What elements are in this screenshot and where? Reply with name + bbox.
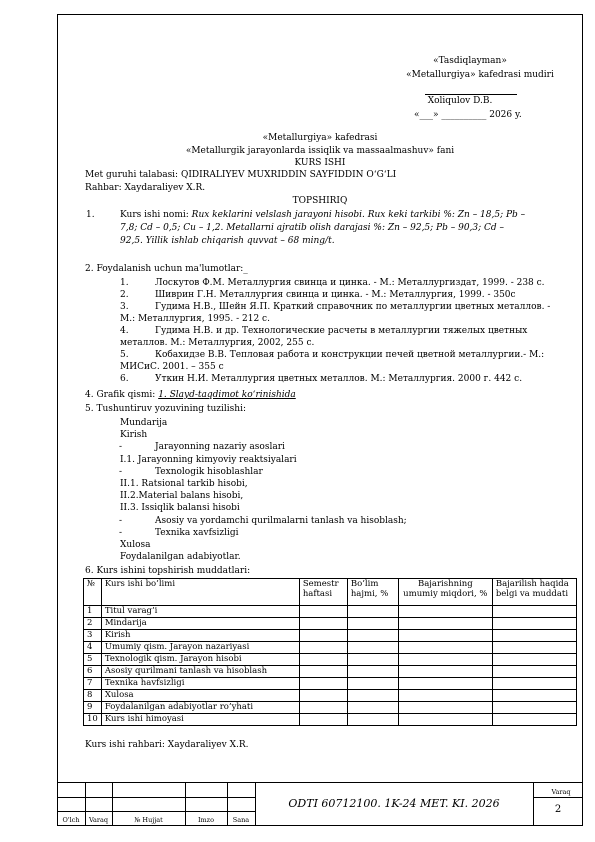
reference-text: Кобахидзе В.В. Тепловая работа и конструкции печей цветной металлургии.- М.: bbox=[155, 350, 545, 360]
task4-prefix: 4. Grafik qismi: bbox=[85, 390, 159, 400]
row-number: 9 bbox=[84, 702, 102, 714]
row-empty-cell bbox=[347, 654, 398, 666]
row-section: Umumiy qism. Jarayon nazariyasi bbox=[101, 642, 299, 654]
sheet-number: 2 bbox=[554, 804, 562, 815]
structure-item: II.2.Material balans hisobi, bbox=[120, 491, 244, 502]
task1-prefix: Kurs ishi nomi: bbox=[120, 210, 192, 220]
structure-item: Foydalanilgan adabiyotlar. bbox=[120, 552, 241, 563]
row-empty-cell bbox=[299, 606, 347, 618]
task1-text1: Rux keklarini velslash jarayoni hisobi. Rux keki tarkibi %: Zn – 18,5; Pb – bbox=[191, 210, 526, 220]
row-section: Foydalanilgan adabiyotlar ro’yhati bbox=[101, 702, 299, 714]
row-empty-cell bbox=[347, 714, 398, 726]
department: «Metallurgiya» kafedrasi bbox=[262, 133, 378, 143]
row-empty-cell bbox=[347, 606, 398, 618]
row-number: 8 bbox=[84, 690, 102, 702]
row-section: Asosiy qurilmani tanlash va hisoblash bbox=[101, 666, 299, 678]
structure-bullet: - bbox=[119, 442, 123, 453]
row-empty-cell bbox=[398, 690, 492, 702]
structure-item: Mundarija bbox=[120, 418, 168, 428]
table-row bbox=[84, 654, 577, 666]
title-block bbox=[57, 782, 583, 826]
col-hujjat: № Hujjat bbox=[134, 816, 163, 824]
approval-name: Xoliqulov D.B. bbox=[427, 96, 493, 106]
row-empty-cell bbox=[347, 642, 398, 654]
table-row bbox=[84, 606, 577, 618]
document-code: ODTI 60712100. 1K-24 MET. KI. 2026 bbox=[288, 797, 500, 810]
reference-number: 4. bbox=[120, 326, 129, 336]
row-empty-cell bbox=[492, 690, 576, 702]
task1-num: 1. bbox=[86, 210, 95, 220]
task6-title: 6. Kurs ishini topshirish muddatlari: bbox=[85, 566, 251, 576]
structure-bullet: - bbox=[119, 515, 123, 526]
reference-number: 1. bbox=[120, 278, 129, 288]
row-empty-cell bbox=[347, 678, 398, 690]
structure-item: II.1. Ratsional tarkib hisobi, bbox=[120, 479, 248, 489]
task1-line1 bbox=[120, 210, 525, 221]
row-empty-cell bbox=[492, 642, 576, 654]
row-empty-cell bbox=[299, 618, 347, 630]
row-number: 3 bbox=[84, 630, 102, 642]
table-row bbox=[84, 678, 577, 690]
row-empty-cell bbox=[398, 642, 492, 654]
row-empty-cell bbox=[398, 702, 492, 714]
structure-bullet: - bbox=[119, 527, 123, 538]
task4 bbox=[85, 390, 296, 401]
col-total: Bajarishning umumiy miqdori, % bbox=[398, 579, 492, 606]
structure-item: Asosiy va yordamchi qurilmalarni tanlash va hisoblash; bbox=[155, 515, 407, 526]
task1-line3: 92,5. Yillik ishlab chiqarish quvvat – 68 ming/t. bbox=[120, 236, 335, 246]
row-empty-cell bbox=[492, 618, 576, 630]
table-row bbox=[84, 702, 577, 714]
subject: «Metallurgik jarayonlarda issiqlik va massaalmashuv» fani bbox=[185, 146, 455, 156]
structure-item: Kirish bbox=[120, 430, 148, 441]
col-sana: Sana bbox=[232, 816, 250, 824]
reference-number: 5. bbox=[120, 350, 129, 360]
col-mark: Bajarilish haqida belgi va muddati bbox=[492, 579, 576, 606]
table-row bbox=[84, 690, 577, 702]
row-empty-cell bbox=[492, 678, 576, 690]
row-empty-cell bbox=[347, 618, 398, 630]
row-section: Mindarija bbox=[101, 618, 299, 630]
structure-item: I.1. Jarayonning kimyoviy reaktsiyalari bbox=[120, 454, 297, 465]
table-row bbox=[84, 618, 577, 630]
row-empty-cell bbox=[398, 606, 492, 618]
row-empty-cell bbox=[299, 642, 347, 654]
row-empty-cell bbox=[347, 690, 398, 702]
row-empty-cell bbox=[492, 702, 576, 714]
row-empty-cell bbox=[492, 666, 576, 678]
row-empty-cell bbox=[492, 630, 576, 642]
task-title: TOPSHIRIQ bbox=[292, 196, 348, 206]
row-number: 4 bbox=[84, 642, 102, 654]
table-row bbox=[84, 642, 577, 654]
reference-text: Гудима Н.В., Шейн Я.П. Краткий справочник по металлургии цветных металлов. - bbox=[155, 302, 551, 312]
schedule-table bbox=[83, 578, 577, 726]
reference-number: 2. bbox=[120, 290, 129, 300]
row-number: 10 bbox=[84, 714, 102, 726]
approval-date: «___» __________ 2026 y. bbox=[414, 110, 522, 120]
supervisor: Rahbar: Xaydaraliyev X.R. bbox=[85, 183, 206, 193]
row-section: Texnologik qism. Jarayon hisobi bbox=[101, 654, 299, 666]
row-empty-cell bbox=[492, 714, 576, 726]
row-empty-cell bbox=[299, 666, 347, 678]
row-empty-cell bbox=[398, 714, 492, 726]
row-number: 5 bbox=[84, 654, 102, 666]
row-section: Xulosa bbox=[101, 690, 299, 702]
table-row bbox=[84, 630, 577, 642]
task5-title: 5. Tushuntiruv yozuvining tuzilishi: bbox=[85, 404, 247, 414]
table-row bbox=[84, 714, 577, 726]
approval-head: «Metallurgiya» kafedrasi mudiri bbox=[406, 70, 554, 80]
reference-text: МИСиС. 2001. – 355 с bbox=[120, 362, 224, 372]
reference-text: Гудима Н.В. и др. Технологические расчеты в металлургии тяжелых цветных bbox=[155, 326, 528, 336]
reference-number: 3. bbox=[120, 302, 129, 312]
approval-title: «Tasdiqlayman» bbox=[433, 56, 507, 66]
structure-item: II.3. Issiqlik balansi hisobi bbox=[120, 503, 240, 514]
task1-line2: 7,8; Cd – 0,5; Cu – 1,2. Metallarni ajratib olish darajasi %: Zn – 92,5; Pb – 90,3; Cd – bbox=[120, 223, 505, 233]
row-empty-cell bbox=[347, 630, 398, 642]
col-varaq: Varaq bbox=[88, 816, 109, 824]
signature-line bbox=[425, 94, 517, 95]
row-empty-cell bbox=[492, 654, 576, 666]
structure-item: Xulosa bbox=[120, 540, 151, 550]
task2-title: 2. Foydalanish uchun ma'lumotlar:_ bbox=[85, 264, 248, 274]
reference-number: 6. bbox=[120, 374, 129, 384]
row-empty-cell bbox=[398, 666, 492, 678]
table-row bbox=[84, 666, 577, 678]
row-empty-cell bbox=[398, 630, 492, 642]
col-volume: Bo’lim hajmi, % bbox=[347, 579, 398, 606]
row-number: 1 bbox=[84, 606, 102, 618]
row-empty-cell bbox=[299, 678, 347, 690]
row-number: 7 bbox=[84, 678, 102, 690]
row-empty-cell bbox=[299, 702, 347, 714]
row-empty-cell bbox=[398, 678, 492, 690]
row-number: 2 bbox=[84, 618, 102, 630]
row-section: Kurs ishi himoyasi bbox=[101, 714, 299, 726]
row-empty-cell bbox=[299, 714, 347, 726]
row-empty-cell bbox=[398, 654, 492, 666]
col-num: № bbox=[84, 579, 102, 606]
sheet-label: Varaq bbox=[551, 788, 571, 796]
row-empty-cell bbox=[492, 606, 576, 618]
row-empty-cell bbox=[347, 702, 398, 714]
row-section: Kirish bbox=[101, 630, 299, 642]
structure-item: Jarayonning nazariy asoslari bbox=[155, 442, 285, 453]
row-empty-cell bbox=[299, 630, 347, 642]
col-olch: O'lch bbox=[62, 816, 80, 824]
reference-text: металлов. М.: Металлургия, 2002, 255 с. bbox=[120, 338, 315, 348]
row-empty-cell bbox=[347, 666, 398, 678]
col-imzo: Imzo bbox=[197, 816, 215, 824]
row-empty-cell bbox=[299, 654, 347, 666]
reference-text: Уткин Н.И. Металлургия цветных металлов. М.: Металлургия. 2000 г. 442 с. bbox=[155, 374, 523, 384]
schedule-header-row bbox=[84, 579, 577, 606]
reference-text: Лоскутов Ф.М. Металлургия свинца и цинка. - М.: Металлургиздат, 1999. - 238 с. bbox=[155, 278, 545, 288]
col-section: Kurs ishi bo’limi bbox=[101, 579, 299, 606]
row-empty-cell bbox=[398, 618, 492, 630]
reference-text: М.: Металлургия, 1995. - 212 с. bbox=[120, 314, 270, 324]
doc-title: KURS ISHI bbox=[294, 158, 346, 168]
footer-supervisor: Kurs ishi rahbari: Xaydaraliyev X.R. bbox=[85, 740, 249, 750]
row-empty-cell bbox=[299, 690, 347, 702]
row-section: Texnika havfsizligi bbox=[101, 678, 299, 690]
row-number: 6 bbox=[84, 666, 102, 678]
task4-value: 1. Slayd-taqdimot ko‘rinishida bbox=[158, 390, 296, 400]
col-week: Semestr haftasi bbox=[299, 579, 347, 606]
structure-item: Texnologik hisoblashlar bbox=[155, 466, 263, 477]
structure-bullet: - bbox=[119, 466, 123, 477]
row-section: Titul varag’i bbox=[101, 606, 299, 618]
structure-item: Texnika xavfsizligi bbox=[155, 527, 239, 538]
student: Met guruhi talabasi: QIDIRALIYEV MUXRIDDIN SAYFIDDIN O‘G‘LI bbox=[85, 170, 397, 180]
reference-text: Шиврин Г.Н. Металлургия свинца и цинка. - М.: Металлургия, 1999. - 350с bbox=[155, 290, 516, 300]
